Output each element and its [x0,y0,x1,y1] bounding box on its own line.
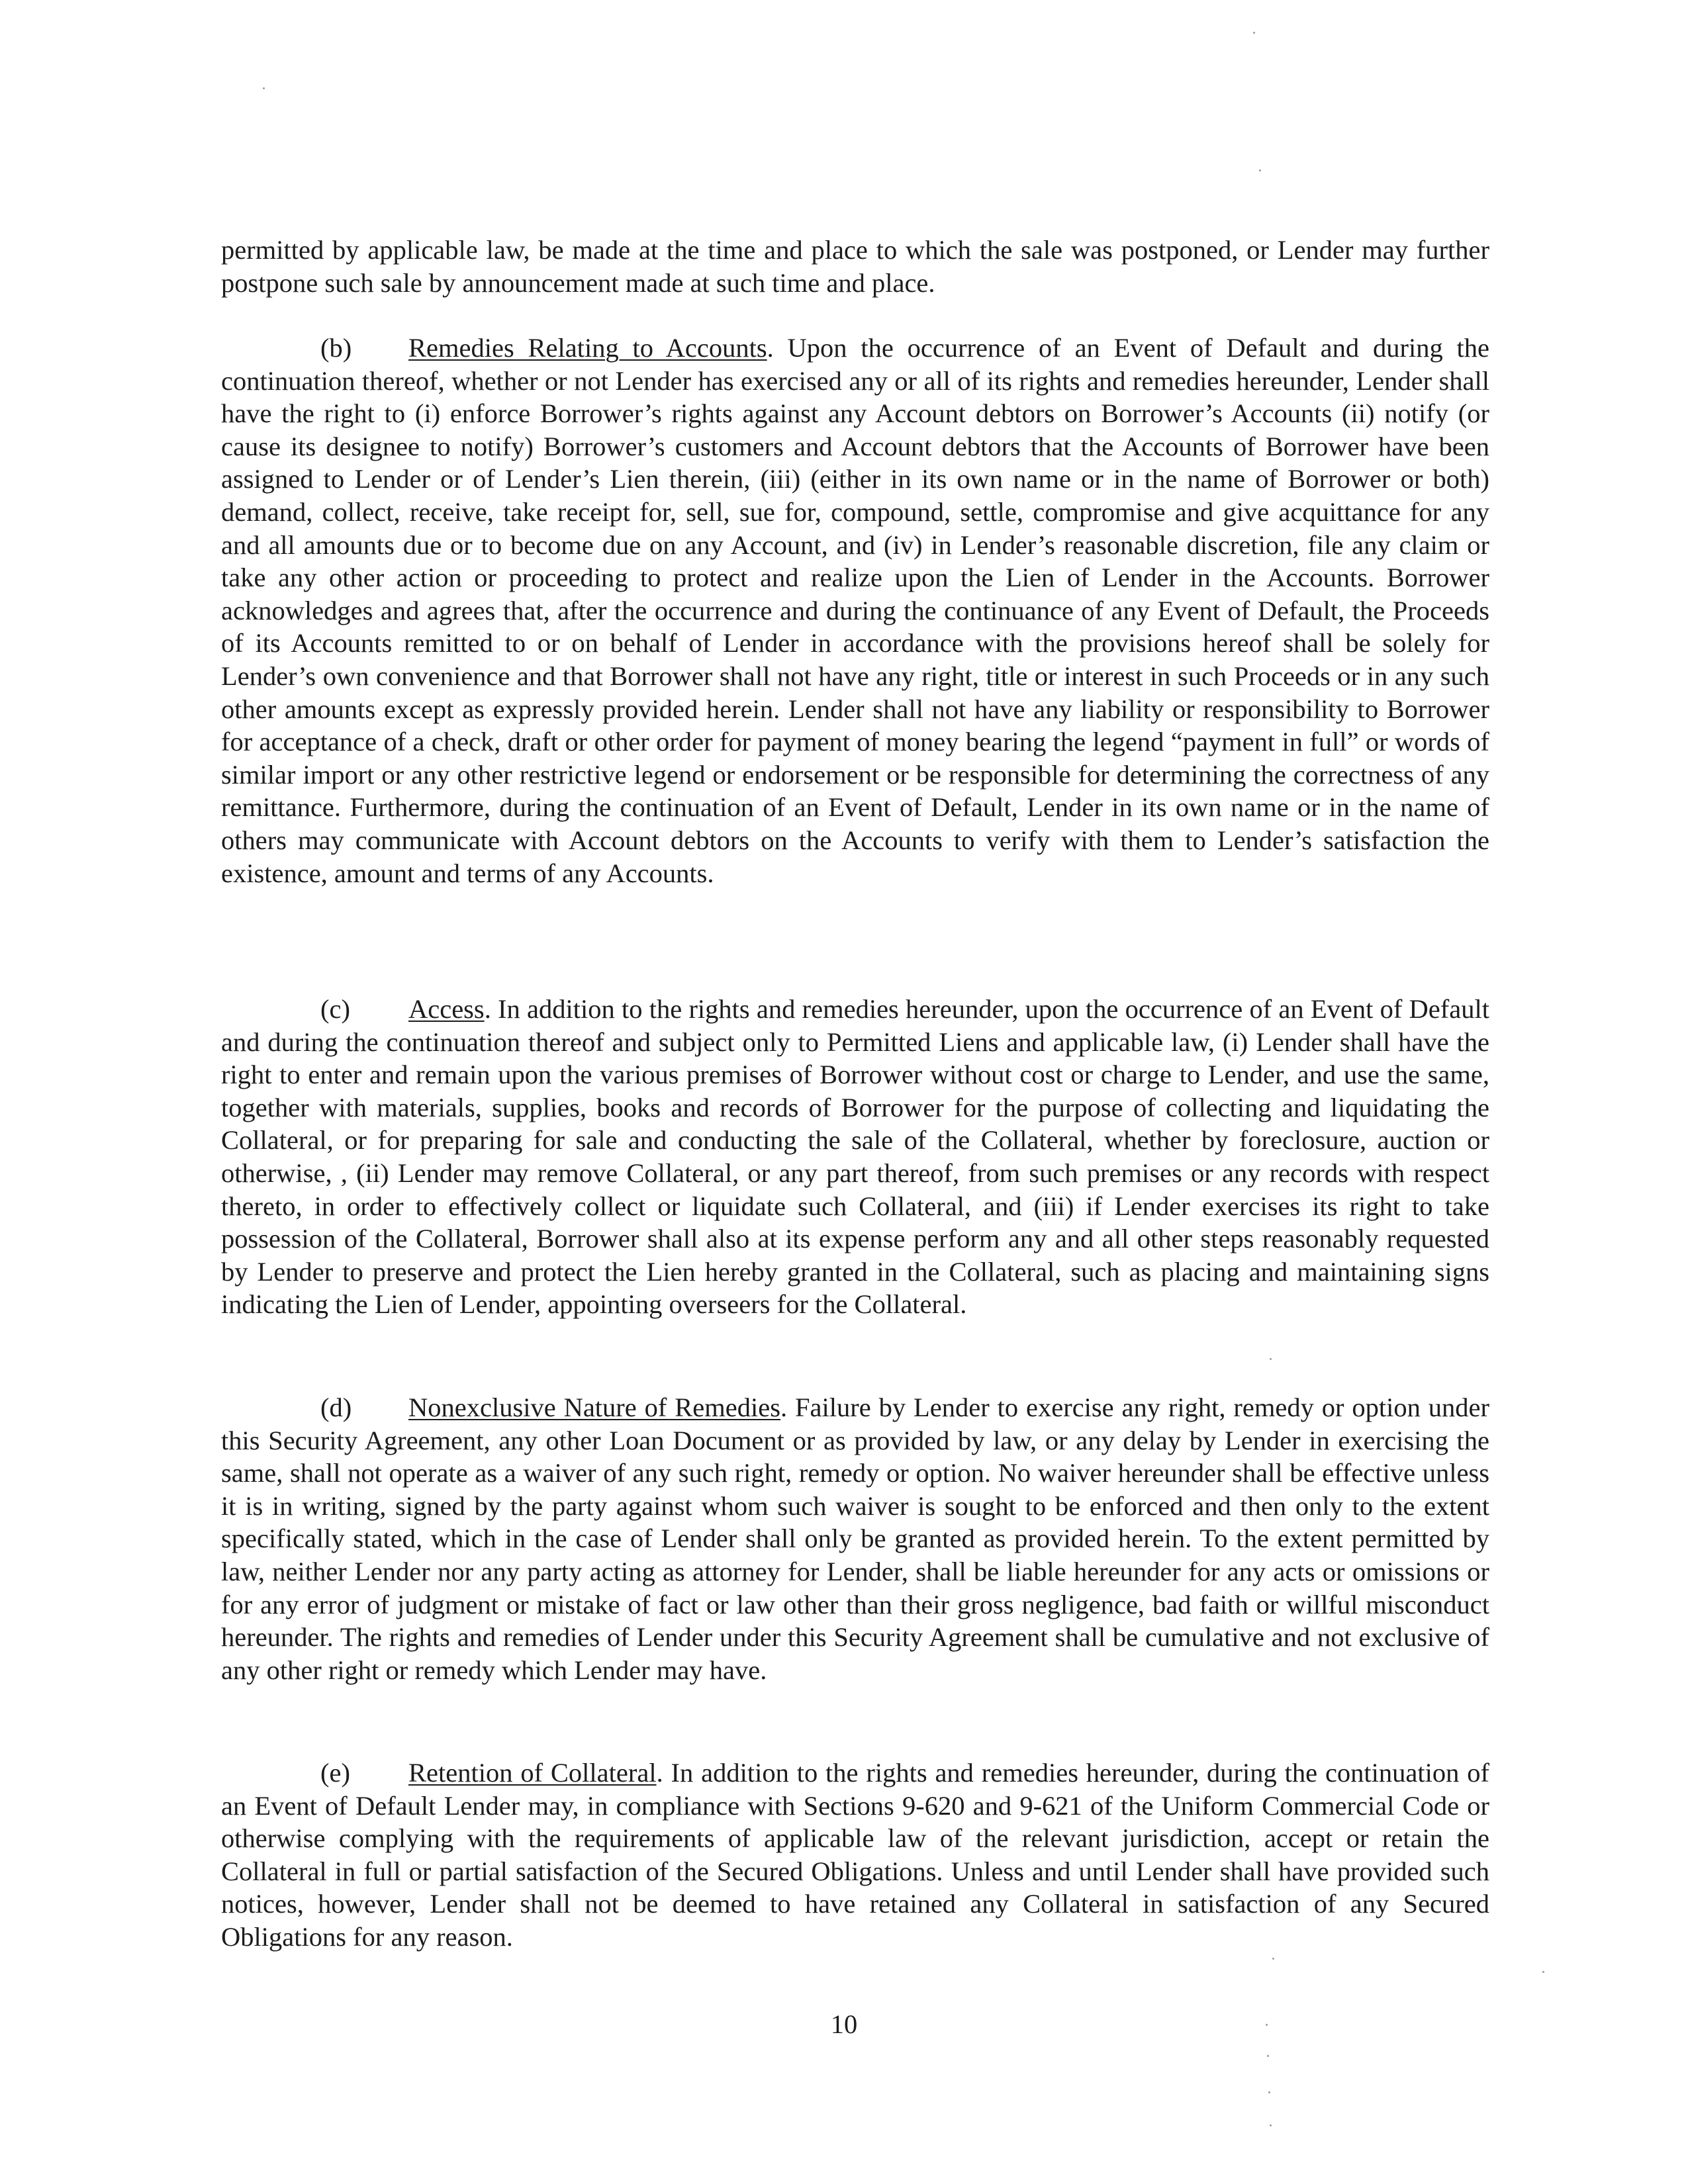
scan-speck [1259,169,1261,171]
section-c-body: . In addition to the rights and remedies hereunder, upon the occurrence of an Event of Default and during the continuation thereof and subject only to Permitted Liens and applicable law, (i) Lender shall have the right to enter and remain upon the various premises of Borrower without cost or charge to Lender, and use the same, together with materials, supplies, books and records of Borrower for the purpose of collecting and liquidating the Collateral, or for preparing for sale and conducting the sale of the Collateral, whether by foreclosure, auction or otherwise, , (ii) Lender may remove Collateral, or any part thereof, from such premises or any records with respect thereto, in order to effectively collect or liquidate such Collateral, and (iii) if Lender exercises its right to take possession of the Collateral, Borrower shall also at its expense perform any and all other steps reasonably requested by Lender to preserve and protect the Lien hereby granted in the Collateral, such as placing and maintaining signs indicating the Lien of Lender, appointing overseers for the Collateral. [221,994,1489,1320]
scan-speck [1266,2024,1268,2026]
scan-speck [1542,1971,1544,1973]
section-d-marker: (d) [320,1392,352,1422]
section-c-marker: (c) [320,994,350,1024]
section-b-body: . Upon the occurrence of an Event of Default and during the continuation thereof, whether or not Lender has exercised any or all of its rights and remedies hereunder, Lender shall have the right to (i) enforce Borrower’s rights against any Account debtors on Borrower’s Accounts (ii) notify (or cause its designee to notify) Borrower’s customers and Account debtors that the Accounts of Borrower have been assigned to Lender or of Lender’s Lien therein, (iii) (either in its own name or in the name of Borrower or both) demand, collect, receive, take receipt for, sell, sue for, compound, settle, compromise and give acquittance for any and all amounts due or to become due on any Account, and (iv) in Lender’s reasonable discretion, file any claim or take any other action or proceeding to protect and realize upon the Lien of Lender in the Accounts. Borrower acknowledges and agrees that, after the occurrence and during the continuance of any Event of Default, the Proceeds of its Accounts remitted to or on behalf of Lender in accordance with the provisions hereof shall be solely for Lender’s own convenience and that Borrower shall not have any right, title or interest in such Proceeds or in any such other amounts except as expressly provided herein. Lender shall not have any liability or responsibility to Borrower for acceptance of a check, draft or other order for payment of money bearing the legend “payment in full” or words of similar import or any other restrictive legend or endorsement or be responsible for determining the correctness of any remittance. Furthermore, during the continuation of an Event of Default, Lender in its own name or in the name of others may communicate with Account debtors on the Accounts to verify with them to Lender’s satisfaction the existence, amount and terms of any Accounts. [221,333,1489,888]
section-e-heading: Retention of Collateral [408,1758,657,1788]
section-e-marker: (e) [320,1758,350,1788]
section-c-heading: Access [408,994,485,1024]
section-c-paragraph [221,993,1489,1321]
scan-speck [1267,2055,1269,2057]
continued-paragraph: permitted by applicable law, be made at the time and place to which the sale was postponed, or Lender may further postpone such sale by announcement made at such time and place. [221,235,1489,298]
scan-speck [1268,2091,1270,2093]
section-b-heading: Remedies Relating to Accounts [408,333,767,363]
scan-speck [1272,1958,1274,1960]
scan-speck [1253,32,1255,34]
section-b-paragraph [221,332,1489,889]
scan-speck [1270,1358,1272,1360]
section-b-marker: (b) [320,333,352,363]
section-e-body: . In addition to the rights and remedies hereunder, during the continuation of an Event of Default Lender may, in compliance with Sections 9-620 and 9-621 of the Uniform Commercial Code or otherwise complying with the requirements of applicable law of the relevant jurisdiction, accept or retain the Collateral in full or partial satisfaction of the Secured Obligations. Unless and until Lender shall have provided such notices, however, Lender shall not be deemed to have retained any Collateral in satisfaction of any Secured Obligations for any reason. [221,1758,1489,1952]
section-d-body: . Failure by Lender to exercise any right, remedy or option under this Security Agreement, any other Loan Document or as provided by law, or any delay by Lender in exercising the same, shall not operate as a waiver of any such right, remedy or option. No waiver hereunder shall be effective unless it is in writing, signed by the party against whom such waiver is sought to be enforced and then only to the extent specifically stated, which in the case of Lender shall only be granted as provided herein. To the extent permitted by law, neither Lender nor any party acting as attorney for Lender, shall be liable hereunder for any acts or omissions or for any error of judgment or mistake of fact or law other than their gross negligence, bad faith or willful misconduct hereunder. The rights and remedies of Lender under this Security Agreement shall be cumulative and not exclusive of any other right or remedy which Lender may have. [221,1392,1489,1685]
section-d-paragraph [221,1391,1489,1686]
page-number: 10 [830,2009,858,2039]
scan-speck [1270,2124,1272,2126]
section-e-paragraph [221,1756,1489,1954]
scan-speck [263,87,265,89]
section-d-heading: Nonexclusive Nature of Remedies [408,1392,781,1422]
